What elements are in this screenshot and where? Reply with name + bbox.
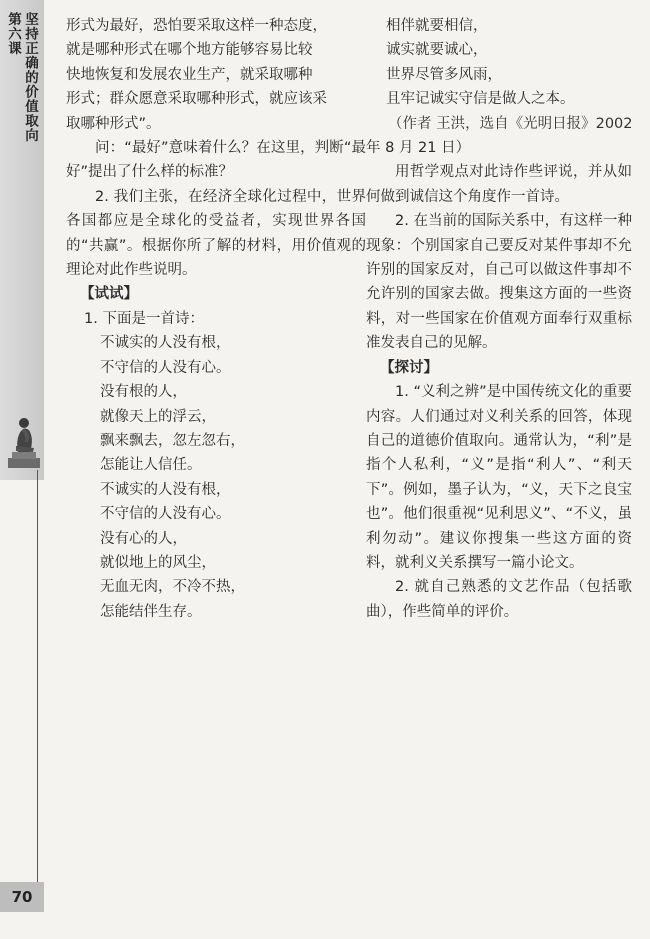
section-heading-discuss: 【探讨】 — [380, 359, 438, 376]
poem-line: 不诚实的人没有根， — [100, 335, 231, 352]
poem-line: 就像天上的浮云， — [100, 408, 216, 425]
discussion-item-2: 2. 就自己熟悉的文艺作品（包括歌曲），作些简单的评价。 — [366, 579, 632, 620]
chapter-title: 坚持正确的价值取向 — [22, 12, 38, 143]
poem-line: 且牢记诚实守信是做人之本。 — [386, 91, 575, 108]
sidebar — [0, 0, 44, 480]
paragraph-line: 就是哪种形式在哪个地方能够容易比较 — [66, 42, 313, 59]
poem-line: 不守信的人没有心。 — [100, 359, 231, 376]
poem-line: 世界尽管多风雨， — [386, 66, 502, 83]
poem-line: 诚实就要诚心， — [386, 42, 488, 59]
sidebar-rule — [37, 470, 38, 882]
thinker-statue-icon — [4, 412, 44, 470]
paragraph-line: 取哪种形式”。 — [66, 115, 161, 132]
paragraph-line: 形式；群众愿意采取哪种形式，就应该采 — [66, 91, 327, 108]
exercise-item-2-right: 2. 在当前的国际关系中，有这样一种现象：个别国家自己要反对某件事却不允许别的国家反对，自己可以做这件事却不允许别的国家去做。搜集这方面的一些资料，对一些国家在价值观方面奉行双重标准发表自己的见解。 — [366, 213, 632, 352]
chapter-label: 第六课 — [5, 12, 21, 56]
exercise-item-1: 1. 下面是一首诗： — [84, 310, 204, 327]
poem-line: 不诚实的人没有根， — [100, 481, 231, 498]
poem-line: 怎能结伴生存。 — [100, 603, 202, 620]
question-paragraph: 问：“最好”意味着什么？在这里，判断“最好”提出了什么样的标准？ — [66, 140, 366, 181]
poem-source: （作者 王洪，选自《光明日报》2002 — [388, 115, 633, 132]
poem-source-cont: 年 8 月 21 日） — [366, 140, 471, 157]
discussion-item-1: 1. “义利之辨”是中国传统文化的重要内容。人们通过对义利关系的回答，体现自己的道德价值取向。通常认为，“利”是指个人私利，“义”是指“利人”、“利天下”。例如，墨子认为，“义，天下之良宝也”。他们很重视“见利思义”、“不义，虽利勿动”。建议你搜集一些这方面的资料，就利义关系撰写一篇小论文。 — [366, 384, 632, 571]
left-column — [66, 14, 366, 624]
paragraph-line: 快地恢复和发展农业生产，就采取哪种 — [66, 66, 313, 83]
right-column — [366, 14, 632, 624]
paragraph-line: 形式为最好，恐怕要采取这样一种态度， — [66, 18, 327, 34]
section-heading-try: 【试试】 — [80, 286, 138, 303]
poem-line: 怎能让人信任。 — [100, 457, 202, 474]
page-number: 70 — [0, 882, 44, 912]
poem-line: 没有心的人， — [100, 530, 187, 547]
poem-line: 相伴就要相信， — [386, 18, 488, 34]
exercise-item-2: 2. 我们主张，在经济全球化过程中，世界各国都应是全球化的受益者，实现世界各国的“共赢”。根据你所了解的材料，用价值观的理论对此作些说明。 — [66, 188, 366, 279]
poem-line: 没有根的人， — [100, 384, 187, 401]
poem-line: 飘来飘去，忽左忽右， — [100, 432, 245, 449]
poem-line: 无血无肉，不冷不热， — [100, 579, 245, 596]
poem-line: 就似地上的风尘， — [100, 554, 216, 571]
commentary-paragraph: 用哲学观点对此诗作些评说，并从如何做到诚信这个角度作一首诗。 — [366, 164, 632, 205]
poem-line: 不守信的人没有心。 — [100, 506, 231, 523]
